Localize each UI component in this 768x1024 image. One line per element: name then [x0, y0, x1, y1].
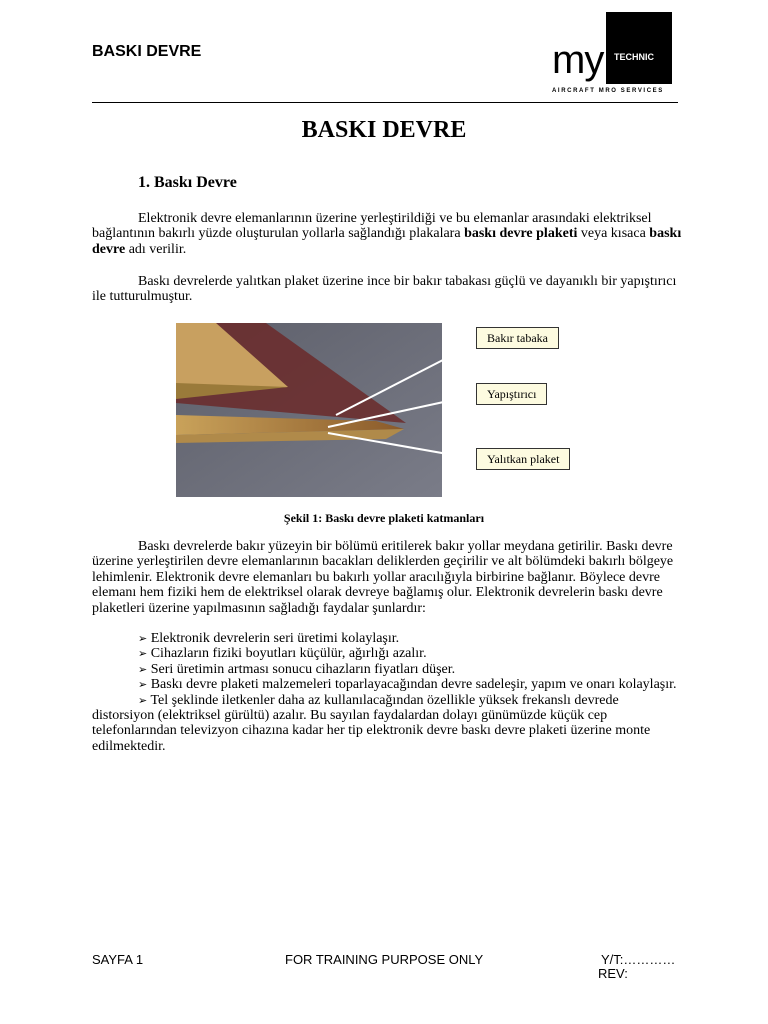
paragraph-definition — [92, 211, 682, 257]
paragraph-layers: Baskı devrelerde yalıtkan plaket üzerine ince bir bakır tabakası güçlü ve dayanıklı bir yapıştırıcı ile tutturulmuştur. — [92, 274, 677, 305]
benefits-list — [92, 631, 682, 754]
pcb-layers-figure — [176, 323, 596, 498]
footer-page-number: SAYFA 1 — [92, 952, 144, 967]
footer-rev: REV: — [598, 966, 628, 981]
list-item-text: Seri üretimin artması sonucu cihazların fiyatları düşer. — [150, 661, 456, 677]
arrow-bullet-icon: ➢ — [138, 632, 148, 645]
list-item — [92, 631, 682, 646]
footer-yt: Y/T:………… — [601, 952, 676, 967]
header-title: BASKI DEVRE — [92, 43, 202, 60]
logo-box-text: TECHNIC — [614, 52, 654, 62]
callout-arrows — [176, 323, 596, 498]
arrow-bullet-icon: ➢ — [138, 647, 148, 661]
list-item-text: Baskı devre plaketi malzemeleri toparlayacağından devre sadeleşir, yapım ve onarı kolaylaşır. — [150, 677, 677, 693]
list-item — [92, 677, 682, 692]
footer-notice: FOR TRAINING PURPOSE ONLY — [285, 952, 484, 967]
figure-caption: Şekil 1: Baskı devre plaketi katmanları — [283, 511, 485, 525]
paragraph-benefits-intro: Baskı devrelerde bakır yüzeyin bir bölümü eritilerek bakır yollar meydana getirilir. Baskı devre üzerine yerleştirilen devre elemanlarının bacakları deliklerden geçirilir ve alt bölümdeki bakırlı bölgeye lehimlenir. Elektronik devre elemanları bu bakırlı yollar aracılığıyla birbirine bağlanır. Böylece devre elemanı hem fiziki hem de elektriksel olarak devreye bağlamış olur. Elektronik devrelerin baskı devre plaketleri üzerine yapılmasının sağladığı faydalar şunlardır: — [92, 539, 674, 616]
p1-text-a: Elektronik devre elemanlarının üzerine yerleştirildiği ve bu elemanlar arasındaki elektriksel bağlantının bakırlı yüzde oluşturulan yollarla sağlandığı plakalara — [92, 211, 652, 242]
section-heading: 1. Baskı Devre — [138, 174, 237, 191]
logo-tagline: AIRCRAFT MRO SERVICES — [552, 88, 664, 94]
list-item — [92, 693, 682, 755]
mytechnic-logo — [552, 12, 676, 98]
list-item-text: Cihazların fiziki boyutları küçülür, ağırlığı azalır. — [150, 646, 427, 662]
p1-text-d: adı verilir. — [125, 241, 187, 257]
list-item — [92, 646, 682, 661]
list-item-text: Elektronik devrelerin seri üretimi kolaylaşır. — [150, 631, 400, 646]
label-yapistirici: Yapıştırıcı — [476, 383, 547, 405]
list-item-text: Tel şeklinde iletkenler daha az kullanılacağından özellikle yüksek frekanslı devrede distorsiyon (elektriksel gürültü) azalır. Bu sayılan faydalardan dolayı günümüzde küçük cep telefonlarından televizyon cihazına kadar her tip elektronik devre baskı devre plaketi üzerine monte edilmektedir. — [92, 692, 651, 754]
logo-wordmark: my — [552, 38, 604, 82]
p1-bold-short: baskı devre — [92, 226, 682, 257]
label-bakir-tabaka: Bakır tabaka — [476, 327, 559, 349]
logo-box — [606, 12, 672, 84]
p1-text-c: veya kısaca — [577, 226, 650, 242]
arrow-bullet-icon: ➢ — [138, 662, 148, 676]
arrow-bullet-icon: ➢ — [138, 693, 148, 707]
p1-bold-term: baskı devre plaketi — [464, 226, 578, 242]
list-item — [92, 662, 682, 677]
arrow-bullet-icon: ➢ — [138, 678, 148, 692]
label-yalitkan-plaket: Yalıtkan plaket — [476, 448, 570, 470]
header-divider — [92, 102, 678, 103]
document-title: BASKI DEVRE — [301, 117, 467, 143]
